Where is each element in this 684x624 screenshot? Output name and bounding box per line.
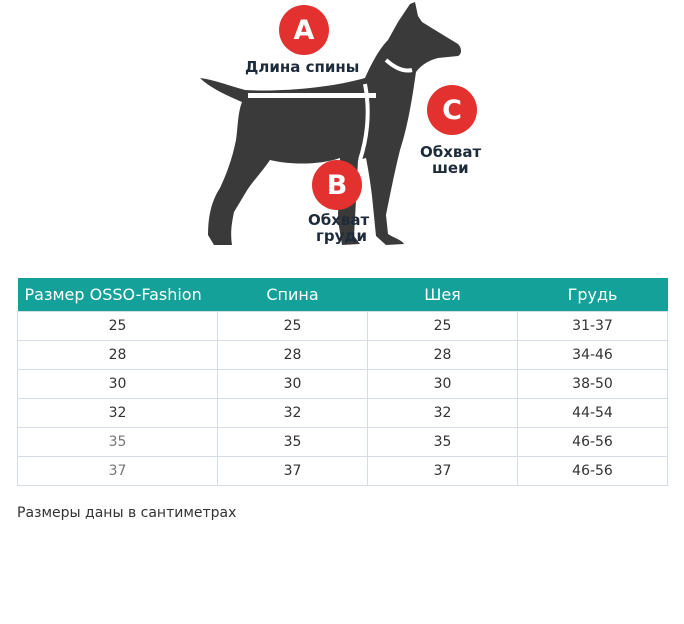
label-back-length: Длина спины: [245, 58, 360, 76]
table-cell: 30: [218, 370, 368, 399]
table-cell: 32: [368, 399, 518, 428]
size-table: [17, 278, 668, 486]
header-size: Размер OSSO-Fashion: [18, 278, 218, 312]
table-row: [18, 312, 668, 341]
table-cell: 25: [218, 312, 368, 341]
badge-c: C: [427, 85, 477, 135]
table-cell: 34-46: [518, 341, 668, 370]
label-neck-line2: шеи: [432, 159, 469, 177]
table-cell: 35: [218, 428, 368, 457]
table-cell: 37: [18, 457, 218, 486]
table-row: [18, 457, 668, 486]
table-cell: 32: [18, 399, 218, 428]
table-cell: 28: [368, 341, 518, 370]
table-cell: 28: [218, 341, 368, 370]
table-cell: 32: [218, 399, 368, 428]
table-row: [18, 370, 668, 399]
table-cell: 30: [368, 370, 518, 399]
table-cell: 35: [368, 428, 518, 457]
header-back: Спина: [218, 278, 368, 312]
table-row: [18, 399, 668, 428]
table-header-row: [18, 278, 668, 312]
table-cell: 37: [218, 457, 368, 486]
table-row: [18, 341, 668, 370]
table-cell: 25: [368, 312, 518, 341]
badge-b: B: [312, 160, 362, 210]
table-cell: 28: [18, 341, 218, 370]
label-neck-line1: Обхват: [420, 143, 482, 161]
table-row: [18, 428, 668, 457]
table-cell: 38-50: [518, 370, 668, 399]
table-cell: 46-56: [518, 457, 668, 486]
table-cell: 35: [18, 428, 218, 457]
table-cell: 46-56: [518, 428, 668, 457]
dog-measurement-diagram: [190, 0, 490, 250]
header-chest: Грудь: [518, 278, 668, 312]
badge-a: A: [279, 5, 329, 55]
label-chest-line2: груди: [316, 227, 367, 245]
table-cell: 31-37: [518, 312, 668, 341]
table-cell: 37: [368, 457, 518, 486]
table-cell: 25: [18, 312, 218, 341]
label-chest-line1: Обхват: [308, 211, 370, 229]
table-cell: 30: [18, 370, 218, 399]
units-note: Размеры даны в сантиметрах: [17, 505, 237, 521]
table-cell: 44-54: [518, 399, 668, 428]
header-neck: Шея: [368, 278, 518, 312]
